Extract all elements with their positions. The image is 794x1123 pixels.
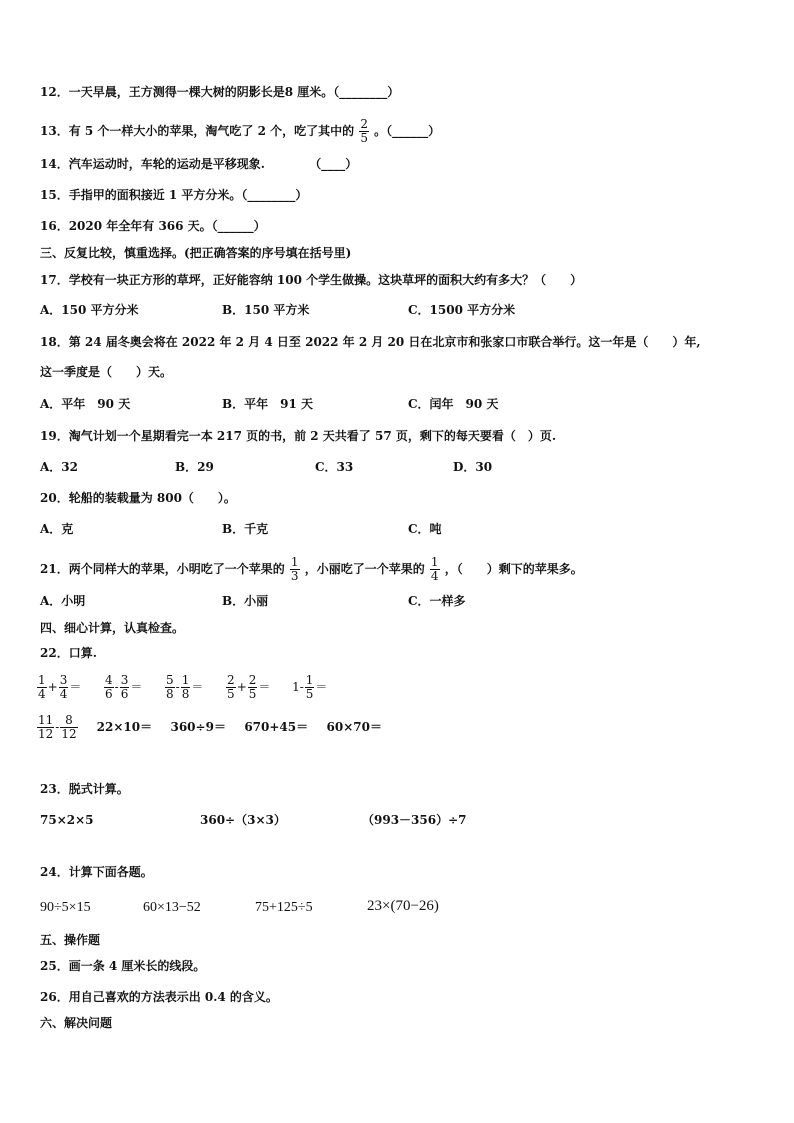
mental-math-row-1 <box>36 674 327 701</box>
option-b: B．29 <box>175 460 214 474</box>
question-21-text-mid: ，小丽吃了一个苹果的 <box>304 562 425 576</box>
expression: $\frac{2}{5}$ + $\frac{2}{5}$ ＝ <box>227 673 271 701</box>
question-17-text: 17．学校有一块正方形的草坪，正好能容纳 100 个学生做操。这块草坪的面积大约有多大？（ ） <box>40 273 583 287</box>
expression: 60×13−52 <box>143 900 201 915</box>
expression: 23×(70−26) <box>367 898 439 914</box>
question-18-line-1 <box>40 334 701 350</box>
section-4-heading <box>40 620 184 636</box>
question-25-text: 25．画一条 4 厘米长的线段。 <box>40 959 206 973</box>
question-14-answer-blank: （____） <box>309 157 358 171</box>
question-19 <box>40 428 556 444</box>
option-b: B．平年 91 天 <box>222 397 314 411</box>
question-14-text: 14．汽车运动时，车轮的运动是平移现象. <box>40 157 265 171</box>
section-3-heading <box>40 245 351 261</box>
question-15-text: 15．手指甲的面积接近 1 平方分米。（________） <box>40 188 308 202</box>
expression: 75+125÷5 <box>255 900 313 915</box>
fraction-numerator: 2 <box>360 117 368 131</box>
question-15 <box>40 187 307 203</box>
option-a: A．平年 90 天 <box>40 397 131 411</box>
expression: 670+45＝ <box>244 720 309 734</box>
question-18-text: 18．第 24 届冬奥会将在 2022 年 2 月 4 日至 2022 年 2 月 20 日在北京市和张家口市联合举行。这一年是（ ）年, <box>40 335 701 349</box>
question-16-text: 16．2020 年全年有 366 天。（______） <box>40 219 266 233</box>
fraction-numerator: 1 <box>430 555 439 569</box>
section-6-heading <box>40 1015 112 1031</box>
question-20-text: 20．轮船的装载量为 800（ ）。 <box>40 491 236 505</box>
option-b: B．150 平方米 <box>222 303 310 317</box>
section-heading-text: 六、解决问题 <box>40 1016 113 1030</box>
expression: $\frac{4}{6}$ - $\frac{3}{6}$ ＝ <box>105 673 143 701</box>
question-23-text: 23．脱式计算。 <box>40 782 129 796</box>
option-c: C．一样多 <box>408 594 466 608</box>
question-17 <box>40 272 582 288</box>
question-13-answer-blank: 。（______） <box>374 124 441 138</box>
question-26-text: 26．用自己喜欢的方法表示出 0.4 的含义。 <box>40 990 278 1004</box>
question-18-line-2 <box>40 364 172 380</box>
section-5-heading <box>40 932 100 948</box>
question-21-text: 21．两个同样大的苹果，小明吃了一个苹果的 <box>40 562 285 576</box>
option-d: D．30 <box>453 460 493 474</box>
option-c: C．吨 <box>408 522 442 536</box>
fraction-denominator: 5 <box>360 131 368 145</box>
question-22-title <box>40 645 97 661</box>
expression: 75×2×5 <box>40 813 94 827</box>
option-c: C．1500 平方分米 <box>408 303 516 317</box>
section-heading-text: 三、反复比较，慎重选择。(把正确答案的序号填在括号里) <box>40 246 352 260</box>
question-13-text: 13．有 5 个一样大小的苹果，淘气吃了 2 个，吃了其中的 <box>40 124 355 138</box>
question-24-text: 24．计算下面各题。 <box>40 865 153 879</box>
question-21-text-post: ，（ ）剩下的苹果多。 <box>444 562 583 576</box>
expression: 1- $\frac{1}{5}$ ＝ <box>292 673 328 701</box>
expression: $\frac{5}{8}$ - $\frac{1}{8}$ ＝ <box>166 673 204 701</box>
question-13 <box>40 118 440 145</box>
question-14 <box>40 156 357 172</box>
expression: 360÷（3×3） <box>200 813 286 827</box>
question-16 <box>40 218 266 234</box>
question-24-title <box>40 864 153 880</box>
expression: $\frac{1}{4}$ + $\frac{3}{4}$ ＝ <box>38 673 82 701</box>
option-a: A．克 <box>40 522 74 536</box>
fraction-numerator: 1 <box>290 555 299 569</box>
question-18-text-2: 这一季度是（ ）天。 <box>40 365 173 379</box>
fraction-denominator: 4 <box>430 569 439 583</box>
option-c: C．33 <box>315 460 354 474</box>
question-23-title <box>40 781 129 797</box>
question-19-text: 19．淘气计划一个星期看完一本 217 页的书，前 2 天共看了 57 页，剩下的每天要看（ ）页. <box>40 429 557 443</box>
question-12 <box>40 84 399 100</box>
option-a: A．小明 <box>40 594 86 608</box>
section-heading-text: 四、细心计算，认真检查。 <box>40 621 185 635</box>
option-b: B．千克 <box>222 522 269 536</box>
mental-math-row-2 <box>36 714 382 741</box>
expression: 60×70＝ <box>326 720 382 734</box>
question-20 <box>40 490 236 506</box>
expression: $\frac{11}{12}$ - $\frac{8}{12}$ <box>38 713 77 741</box>
option-a: A．150 平方分米 <box>40 303 139 317</box>
question-21 <box>40 556 583 583</box>
question-25 <box>40 958 205 974</box>
section-heading-text: 五、操作题 <box>40 933 101 947</box>
expression: 22×10＝ <box>96 720 153 734</box>
fraction <box>290 556 300 583</box>
option-b: B．小丽 <box>222 594 269 608</box>
question-12-text: 12．一天早晨，王方测得一棵大树的阴影长是8 厘米。（________） <box>40 85 400 99</box>
question-22-text: 22．口算. <box>40 646 97 660</box>
option-a: A．32 <box>40 460 79 474</box>
fraction <box>430 556 440 583</box>
option-c: C．闰年 90 天 <box>408 397 499 411</box>
expression: 90÷5×15 <box>40 900 91 915</box>
expression: 360÷9＝ <box>170 720 226 734</box>
expression: （993－356）÷7 <box>362 813 467 827</box>
fraction-denominator: 3 <box>290 569 299 583</box>
fraction <box>359 118 369 145</box>
question-26 <box>40 989 278 1005</box>
